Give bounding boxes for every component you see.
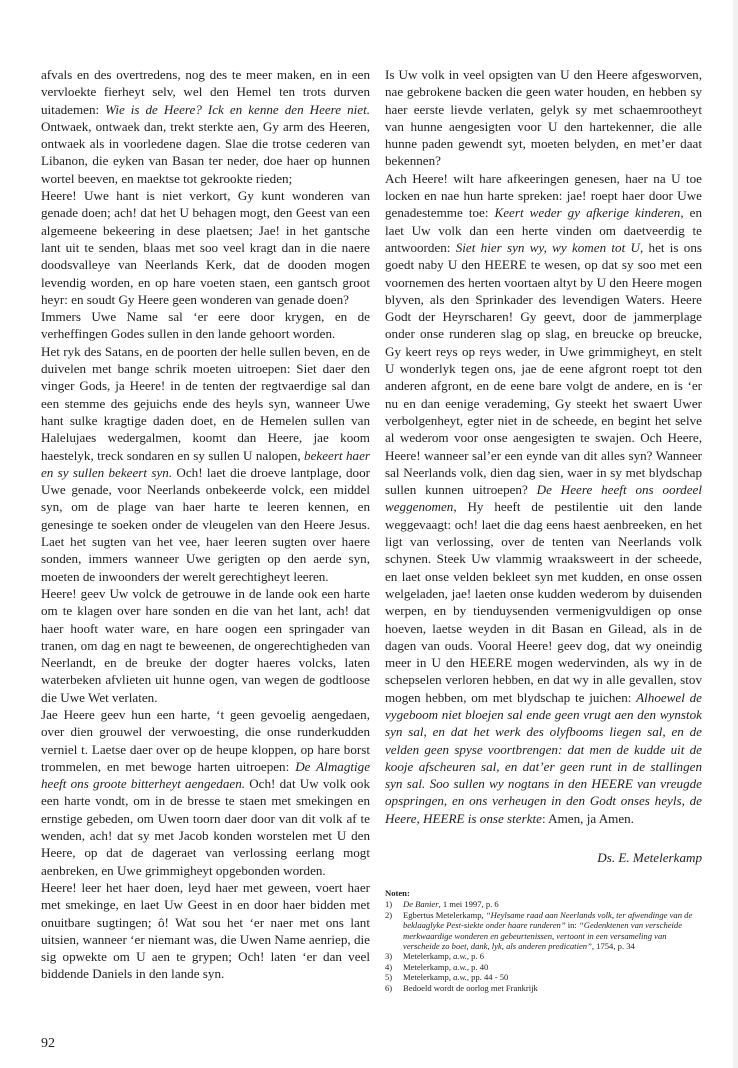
italic-quote: bekeert haer en sy sullen bekeert syn. (41, 447, 370, 480)
footnote (385, 899, 702, 909)
text-run: , 1 mei 1997, p. 6 (438, 899, 499, 910)
text-run: Heere! geev Uw volck de getrouwe in de lande ook een harte om te klagen over hare sonden en die van het lant, ach! dat haer hooft water ware, en hare oogen een springader van tranen, om dag en nagt te beweenen, de ongerechtigheden van Neerlandt, en de breuke der dogter haeres volcks, laten waterbeken afvlieten uit hunne ogen, van wegen de godtloose die Uwe Wet verlaten. (41, 585, 370, 705)
text-run: Metelerkamp, (403, 951, 454, 962)
italic-quote: “Gedenktenen van verscheide merkwaardige wonderen en gebeurtenissen, vertoont in een versameling van verscheide zo boet, dank, lyk, als anderen predicatien” (403, 920, 683, 952)
italic-quote: De Heere heeft ons oordeel weggenomen (385, 482, 702, 515)
text-run: , Hy heeft de pestilentie uit den lande weggevaagt: och! laet die dag eens haest aenbreeken, en het ligt van verlossing, over de tenten van Neerlands volk schynen. Steek Uw vlammig wraaksweert in der scheede, en laet onse velden bekleet syn met kudden, en onse ossen welgeladen, jae! laeten onse kudden wederom by duisenden werpen, en by tienduysenden vermenigvuldigen op onse hoeven, laetse weyden in dit Basan en Gilead, als in de dagen van ouds. Vooral Heere! geev dog, dat wy oneindig meer in U den HEERE mogen wedervinden, als wy in de schepselen verloren hebben, en dat wy in alle gevallen, stov mogen hebben, om met blydschap te juichen: (385, 499, 702, 705)
italic-quote: De Almagtige heeft ons groote bitterheyt aengedaen. (41, 758, 371, 792)
italic-quote: “Heylsame raad aan Neerlands volk, ter afwendinge van de beklaaglyke Pest-siekte onder haare runderen” (403, 909, 693, 931)
paragraph (41, 66, 370, 187)
text-run: Och! laet die droeve lantplage, door Uwe genade, voor Neerlands onbekeerde volck, een middel syn, om de plage van haer harte te leeren kennen, en genesinge te soeken onder de vleugelen van den Heere Jesus. Laet het sugten van het vee, haer leeren sugten over haere sonden, immers wanneer Uwe gerigten op den aerde syn, moeten de inwoonders der werelt gerechtigheyt leeren. (41, 464, 370, 584)
text-run: , pp. 44 - 50 (466, 972, 509, 983)
text-run: Ach Heere! wilt hare afkeeringen genesen, haer na U toe locken en nae hun harte spreken: jae! roept haer door Uwe genadestemme toe: (385, 170, 702, 221)
paragraph (41, 585, 370, 706)
italic-quote: Siet hier syn wy, wy komen tot U (455, 239, 640, 255)
footnotes-title: Noten: (385, 888, 410, 898)
footnote-number: 2) (385, 909, 393, 920)
footnote (385, 910, 702, 952)
text-run: Metelerkamp, (403, 972, 454, 983)
footnote-number: 6) (385, 982, 393, 993)
italic-quote: Keert weder gy afkerige kinderen (494, 205, 681, 221)
text-run: , en laet Uw volk dan een herte vinden om daetveerdig te antwoorden: (385, 205, 703, 255)
footnote (385, 983, 702, 993)
text-run: Bedoeld wordt de oorlog met Frankrijk (403, 982, 538, 993)
footnote (385, 972, 702, 982)
footnote-text (403, 962, 702, 972)
footnote-text (403, 910, 702, 952)
paragraph (41, 308, 370, 343)
footnote-number: 4) (385, 961, 393, 972)
footnote (385, 962, 702, 972)
footnote-number: 1) (385, 899, 393, 910)
footnote-number: 3) (385, 951, 393, 962)
footnote-text (403, 951, 702, 961)
italic-quote: a.w. (453, 961, 467, 972)
paragraph (385, 170, 702, 827)
italic-quote: a.w. (453, 951, 467, 962)
footnotes-section (385, 888, 702, 993)
paragraph (41, 187, 370, 308)
text-run: Immers Uwe Name sal ‘er eere door krygen, en de verheffingen Godes sullen in den lande gehoort worden. (41, 309, 370, 342)
footnote-text (403, 972, 702, 982)
page-edge-shadow (733, 0, 738, 1068)
footnote (385, 951, 702, 961)
page-number: 92 (41, 1036, 55, 1051)
text-run: Heere! Uwe hant is niet verkort, Gy kunt wonderen van genade doen; ach! dat het U behagen mogt, den Geest van een algemeene bekeering in dese plaetsen; Jae! in het gantsche lant uit te senden, blaas met soo veel kragt dan in die naere doodsvalleye van Neerlands Kerk, dat de dooden mogen levendig worden, en op hare voeten staen, een gantsch groot heyr: en soudt Gy Heere geen wonderen van genade doen? (41, 188, 370, 307)
text-run: , 1754, p. 34 (591, 941, 635, 952)
text-run: Ontwaek, ontwaek dan, trekt sterkte aen, Gy arm des Heeren, ontwaek als in voorledene dagen. Slae die trotse cederen van Libanon, die eyken van Basan ter neder, doe haer op hunnen wortel beeven, en maektse tot gekrookte rieden; (41, 118, 370, 186)
text-run: Egbertus Metelerkamp, (403, 909, 486, 920)
italic-quote: De Banier (403, 899, 439, 910)
italic-quote: a.w. (453, 972, 467, 983)
paragraph (41, 706, 370, 879)
text-run: Jae Heere geev hun een harte, ‘t geen gevoelig aengedaen, over dien grouwel der verwoesting, die onse runderkudden verniel t. Laetse daer over op de heupe kloppen, op hare borst trommelen, en met bewoge harten uitroepen: (41, 706, 370, 774)
text-run: , p. 6 (466, 951, 484, 962)
italic-quote: Alhoewel de vygeboom niet bloejen sal ende geen vrugt aen den wynstok syn sal, en dat het werk des olyfbooms liegen sal, en de velden geen spyse voortbrengen: dat men de kudde uit de kooje afscheuren sal, en dat’er geen runt in de stallingen syn sal. Soo sullen wy nogtans in den HEERE van vreugde opspringen, en ons verheugen in den Godt onses heyls, de Heere, HEERE is onse sterkte (385, 689, 702, 826)
text-run: Metelerkamp, (403, 961, 454, 972)
text-run: , p. 40 (466, 961, 489, 972)
right-column-body (385, 66, 702, 827)
paragraph (41, 879, 370, 983)
paragraph (41, 343, 370, 585)
right-text-column (385, 66, 702, 866)
text-run: , het is ons goedt naby U den HEERE te wesen, op dat sy soo met een voornemen des herten voortaen altyt by U den Heere mogen blyven, als den Sprinkader des levendigen Waters. Heere Godt der Heyrscharen! Gy geevt, door de jammerplage onder onse runderen slag op slag, en breucke op breucke, Gy keert reys op reys weder, in Uwe grimmigheyt, en stelt U wonderlyk tegen ons, jae de eene afgront roept tot den anderen afgront, en de eene bare volgt de andere, en is ‘er nu en dan eenige verademing, Gy steekt het swaert Uwer verbolgenheyt, egter niet in de scheede, en begint het selve al wederom voor onse aengesigten te swajen. Och Heere, Heere! wanneer sal’er een eynde van dit alles syn? Wanneer sal Neerlands volk, dien dag sien, waer in sy met blydschap sullen kunnen uitroepen? (385, 239, 702, 498)
text-run: afvals en des overtredens, nog des te meer maken, en in een vervloekte fierheyt selv, wel den Hemel ten trots durven uitademen: (41, 67, 370, 117)
text-run: : Amen, ja Amen. (541, 810, 634, 826)
author-signature: Ds. E. Metelerkamp (597, 850, 702, 866)
text-run: Och! dat Uw volk ook een harte vondt, om in de bresse te staen met smekingen en ernstige gebeden, om Uwen toorn daer door van dit volk af te wenden, ach! dat sy met Jacob konden worstelen met U den Heere, op dat de dageraet van verlossing eerlang mogt aenbreken, en Uwe grimmigheyt opgebonden worden. (41, 776, 370, 878)
text-run: Heere! leer het haer doen, leyd haer met geween, voert haer met smekinge, en laet Uw Geest in en door haer bidden met onuitbare sugtingen; ô! Wat sou het ‘er naer met ons lant uitsien, wanneer ‘er niemant was, die Uwen Name aenriep, die sig opwekte om U aen te grypen; Och! laten ‘er dan veel biddende Daniels in den lande syn. (41, 879, 370, 982)
footnote-number: 5) (385, 972, 393, 983)
text-run: Het ryk des Satans, en de poorten der helle sullen beven, en de duivelen met bange schrik moeten uitroepen: Siet daer den vinger Gods, ja Heere! in de tenten der regtvaerdige sal dan een stemme des gejuichs ende des heyls syn, wanneer Uwe hant sulke kragtige daden doet, en de Hemelen sullen van Halelujaes wedergalmen, koomt dan Heere, jae koom haestelyk, treck sondaren en sy sullen U nalopen, (41, 343, 370, 463)
footnote-text (403, 983, 702, 993)
footnote-text (403, 899, 702, 909)
text-run: Is Uw volk in veel opsigten van U den Heere afgesworven, nae gebrokene backen die geen water houden, en hebben sy haer eerste lievde verlaten, gelyk sy met schaemrootheyt van hunne aengesigten voor U den hartekenner, die alle hunne paden gewendt syt, moeten belyden, en met’er daat bekennen? (385, 67, 702, 169)
paragraph (385, 66, 702, 170)
footnotes-list (385, 899, 702, 993)
text-run: in: (565, 920, 579, 931)
italic-quote: Wie is de Heere? Ick en kenne den Heere niet. (105, 101, 371, 117)
left-text-column (41, 66, 370, 983)
